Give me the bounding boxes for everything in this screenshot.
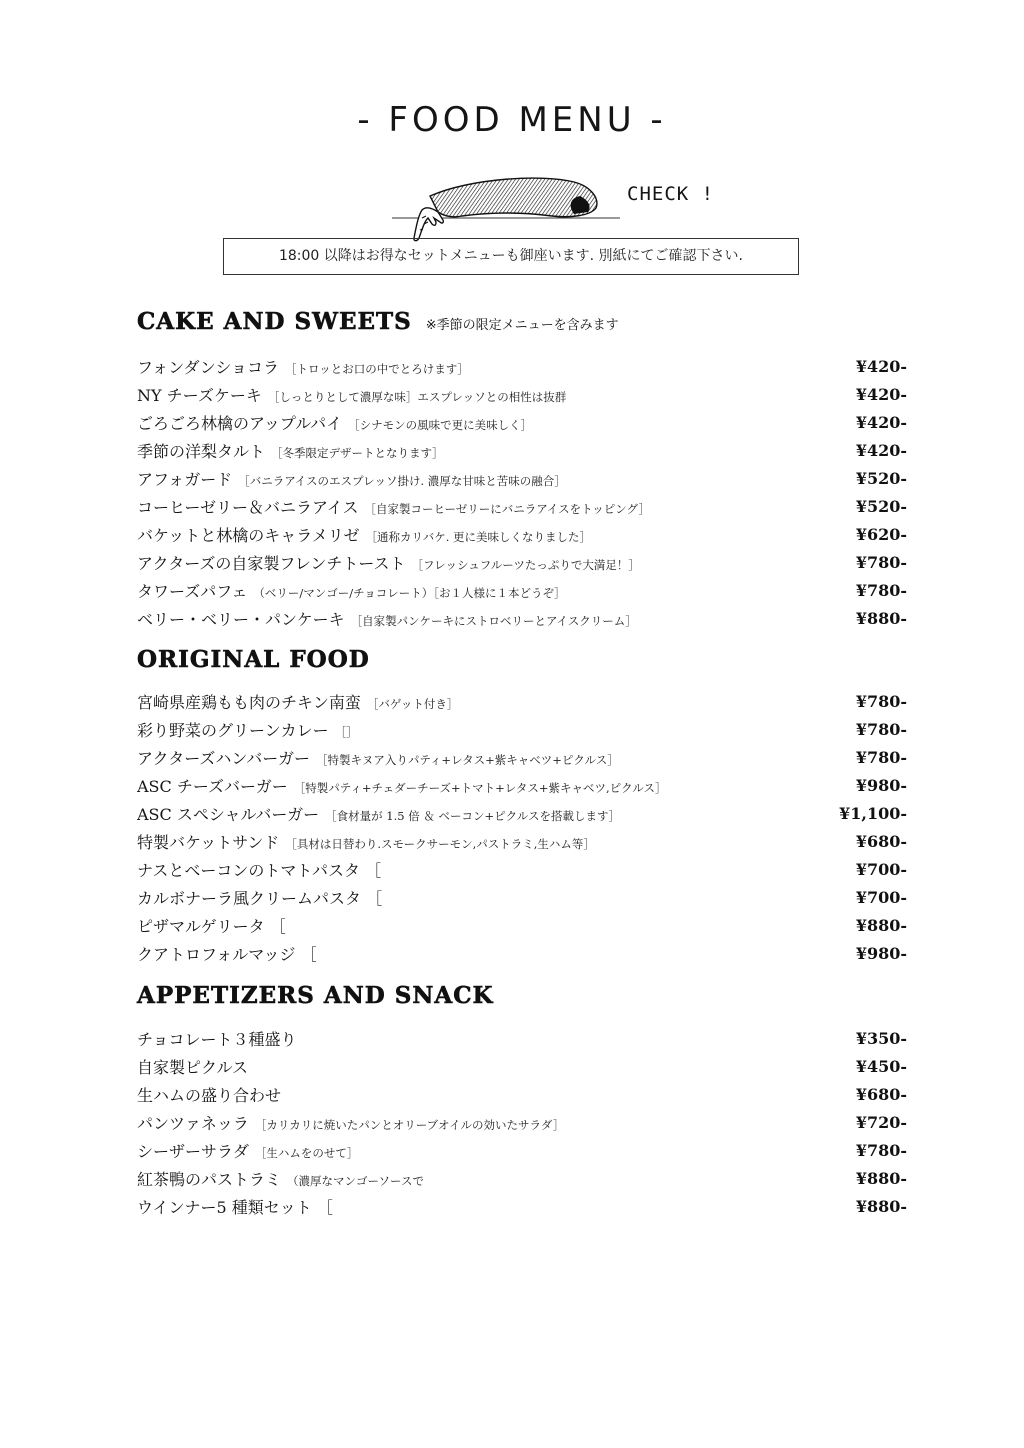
item-name: バケットと林檎のキャラメリゼ [137, 525, 360, 545]
menu-item [137, 548, 907, 576]
section-heading-cake [137, 308, 619, 335]
item-name: アクターズの自家製フレンチトースト [137, 553, 406, 573]
menu-item [137, 1024, 907, 1052]
item-name: シーザーサラダ [137, 1141, 249, 1161]
item-description: ［トロッとお口の中でとろけます］ [285, 361, 469, 376]
item-name: 自家製ピクルス [137, 1057, 249, 1077]
menu-item [137, 408, 907, 436]
menu-item [137, 436, 907, 464]
section-heading-appetizers-text: APPETIZERS AND SNACK [137, 982, 494, 1009]
menu-item [137, 743, 907, 771]
page-title: - FOOD MENU - [357, 100, 667, 140]
item-price: ¥680- [855, 1084, 907, 1104]
item-name: カルボナーラ風クリームパスタ ［ [137, 888, 383, 908]
item-description: ［特製キヌア入りパティ+レタス+紫キャベツ+ピクルス］ [315, 752, 619, 767]
item-price: ¥700- [855, 859, 907, 879]
item-price: ¥780- [855, 719, 907, 739]
item-name: ウインナー5 種類セット ［ [137, 1197, 333, 1217]
menu-item [137, 576, 907, 604]
item-name: 紅茶鴨のパストラミ [137, 1169, 282, 1189]
menu-item [137, 939, 907, 967]
menu-list-appetizers [137, 1024, 907, 1220]
menu-item [137, 1164, 907, 1192]
item-price: ¥420- [855, 384, 907, 404]
item-price: ¥780- [855, 1140, 907, 1160]
item-price: ¥880- [855, 1168, 907, 1188]
section-heading-original [137, 646, 370, 673]
item-price: ¥350- [855, 1028, 907, 1048]
menu-item [137, 464, 907, 492]
menu-item [137, 1108, 907, 1136]
item-price: ¥420- [855, 412, 907, 432]
item-description: ［通称カリバケ. 更に美味しくなりました］ [365, 529, 592, 544]
item-price: ¥420- [855, 440, 907, 460]
item-description: ［バゲット付き］ [366, 696, 459, 711]
item-name: パンツァネッラ [137, 1113, 249, 1133]
item-name: 彩り野菜のグリーンカレー [137, 720, 329, 740]
menu-item [137, 799, 907, 827]
item-name: タワーズパフェ [137, 581, 248, 601]
item-description: ［自家製パンケーキにストロベリーとアイスクリーム］ [350, 613, 637, 628]
item-name: ナスとベーコンのトマトパスタ ［ [137, 860, 382, 880]
item-price: ¥420- [855, 356, 907, 376]
item-price: ¥520- [855, 468, 907, 488]
item-description: （ベリー/マンゴー/チョコレート）［お１人様に１本どうぞ］ [253, 585, 566, 600]
item-price: ¥450- [855, 1056, 907, 1076]
menu-item [137, 520, 907, 548]
item-description: ［具材は日替わり.スモークサーモン,パストラミ,生ハム等］ [285, 836, 595, 851]
menu-item [137, 687, 907, 715]
item-name: ASC スペシャルバーガー [137, 804, 320, 824]
item-price: ¥980- [855, 775, 907, 795]
item-price: ¥880- [855, 608, 907, 628]
item-name: NY チーズケーキ [137, 385, 262, 405]
item-price: ¥780- [855, 580, 907, 600]
menu-item [137, 1192, 907, 1220]
item-description: ［冬季限定デザートとなります］ [271, 445, 444, 460]
item-description: ［バニラアイスのエスプレッソ掛け. 濃厚な甘味と苦味の融合］ [238, 473, 566, 488]
item-description: ［特製パティ+チェダーチーズ+トマト+レタス+紫キャベツ,ピクルス］ [293, 780, 667, 795]
item-price: ¥880- [855, 1196, 907, 1216]
menu-item [137, 380, 907, 408]
item-price: ¥520- [855, 496, 907, 516]
item-price: ¥1,100- [839, 803, 907, 823]
item-name: 季節の洋梨タルト [137, 441, 266, 461]
item-price: ¥980- [855, 943, 907, 963]
menu-item [137, 1136, 907, 1164]
menu-item [137, 492, 907, 520]
item-description: ［シナモンの風味で更に美味しく］ [348, 417, 533, 432]
section-heading-appetizers [137, 982, 494, 1009]
menu-item [137, 352, 907, 380]
menu-item [137, 827, 907, 855]
menu-item [137, 771, 907, 799]
item-price: ¥700- [855, 887, 907, 907]
item-name: アフォガード [137, 469, 233, 489]
item-name: 宮崎県産鶏もも肉のチキン南蛮 [137, 692, 361, 712]
item-price: ¥780- [855, 691, 907, 711]
item-price: ¥620- [855, 524, 907, 544]
item-description: ［カリカリに焼いたパンとオリーブオイルの効いたサラダ］ [254, 1117, 565, 1132]
set-menu-notice: 18:00 以降はお得なセットメニューも御座います. 別紙にてご確認下さい. [223, 238, 799, 275]
pointing-hand-icon [392, 172, 622, 242]
item-description: ［生ハムをのせて］ [254, 1145, 359, 1160]
item-price: ¥780- [855, 747, 907, 767]
section-heading-cake-text: CAKE AND SWEETS [137, 308, 412, 335]
item-name: クアトロフォルマッジ ［ [137, 944, 317, 964]
item-description: （濃厚なマンゴーソースで [287, 1173, 424, 1188]
item-name: ベリー・ベリー・パンケーキ [137, 609, 345, 629]
item-name: ASC チーズバーガー [137, 776, 288, 796]
item-name: アクターズハンバーガー [137, 748, 310, 768]
menu-item [137, 911, 907, 939]
item-name: チョコレート３種盛り [137, 1029, 297, 1049]
menu-item [137, 883, 907, 911]
menu-list-cake [137, 352, 907, 632]
section-heading-original-text: ORIGINAL FOOD [137, 646, 370, 673]
item-name: ピザマルゲリータ ［ [137, 916, 286, 936]
item-name: フォンダンショコラ [137, 357, 280, 377]
item-description: ［食材量が 1.5 倍 ＆ ベーコン+ピクルスを搭載します］ [325, 808, 620, 823]
item-description: ［］ [334, 724, 358, 739]
item-name: ごろごろ林檎のアップルパイ [137, 413, 343, 433]
item-description: ［フレッシュフルーツたっぷりで大満足！］ [411, 557, 640, 572]
item-description: ［しっとりとして濃厚な味］エスプレッソとの相性は抜群 [267, 389, 567, 404]
menu-item [137, 715, 907, 743]
menu-item [137, 604, 907, 632]
menu-item [137, 855, 907, 883]
menu-item [137, 1080, 907, 1108]
menu-list-original [137, 687, 907, 967]
item-name: コーヒーゼリー＆バニラアイス [137, 497, 359, 517]
menu-item [137, 1052, 907, 1080]
item-name: 特製バケットサンド [137, 832, 280, 852]
section-note-cake: ※季節の限定メニューを含みます [425, 318, 619, 333]
item-description: ［自家製コーヒーゼリーにバニラアイスをトッピング］ [364, 501, 651, 516]
item-price: ¥780- [855, 552, 907, 572]
check-label: CHECK ! [627, 183, 715, 205]
item-name: 生ハムの盛り合わせ [137, 1085, 282, 1105]
item-price: ¥720- [855, 1112, 907, 1132]
item-price: ¥880- [855, 915, 907, 935]
item-price: ¥680- [855, 831, 907, 851]
